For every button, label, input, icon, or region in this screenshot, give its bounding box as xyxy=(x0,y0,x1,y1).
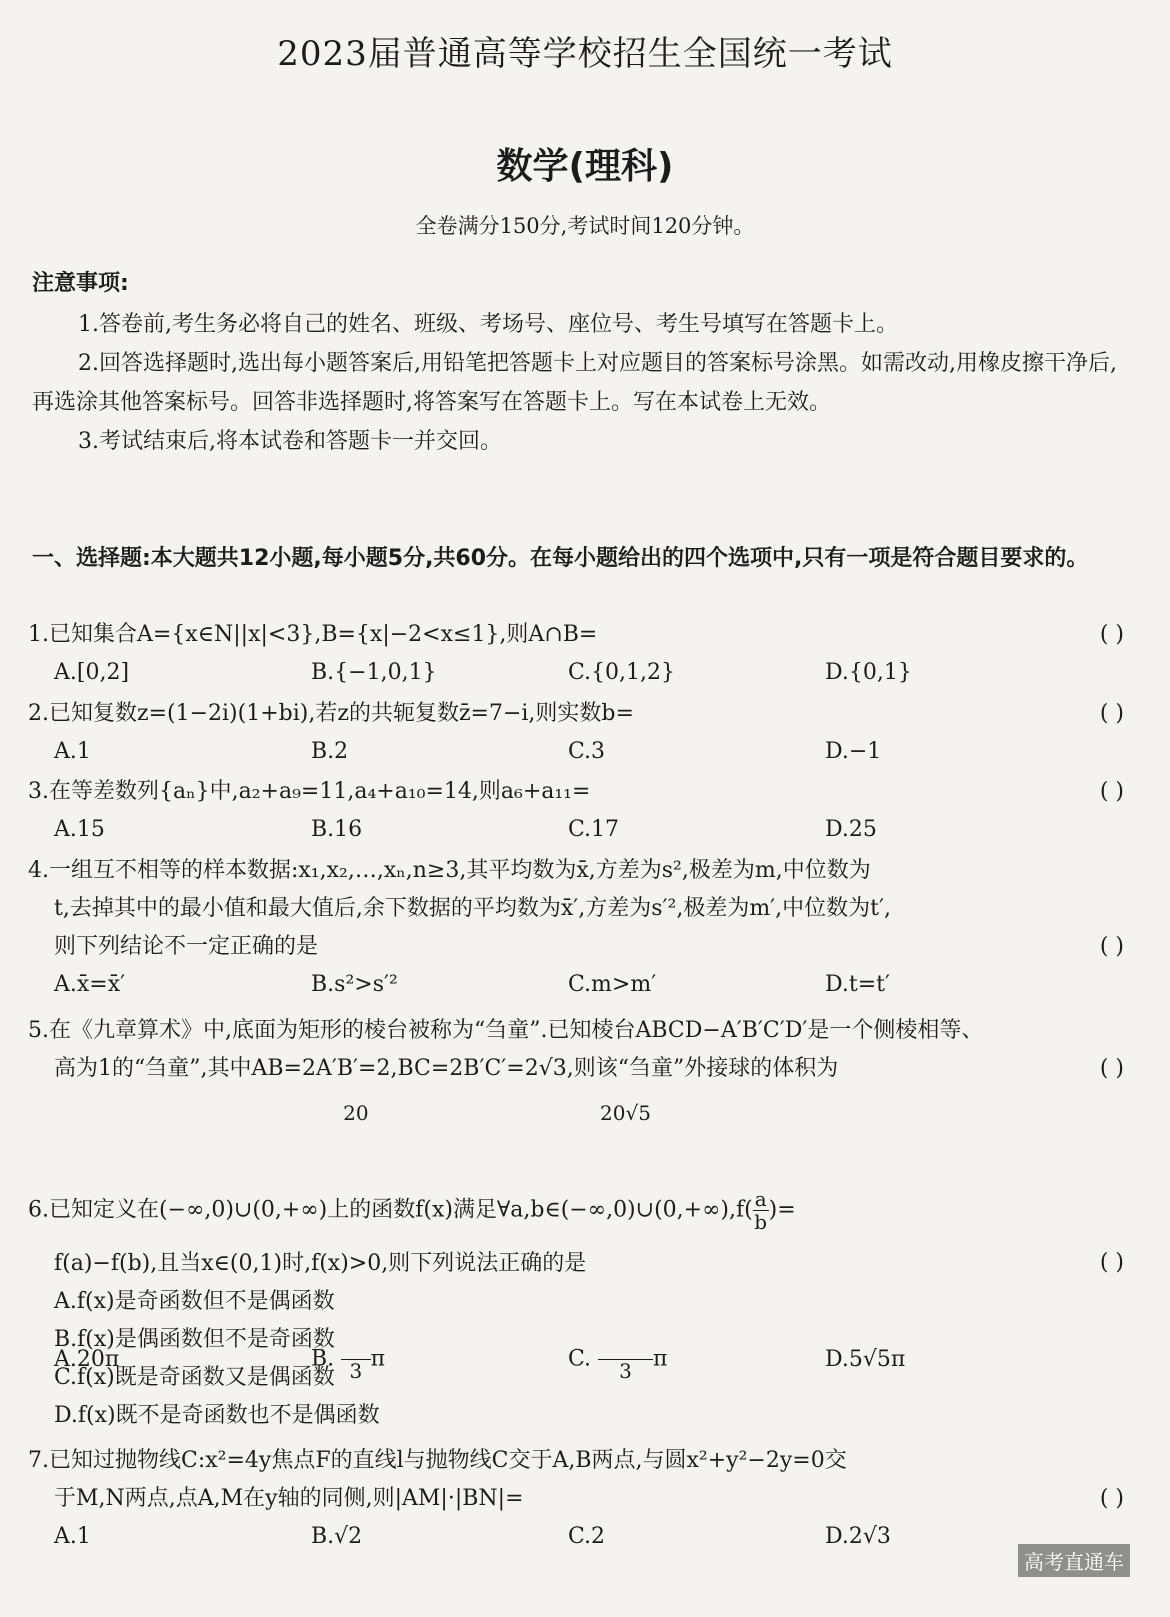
question-stem-line: 5.在《九章算术》中,底面为矩形的棱台被称为“刍童”.已知棱台ABCD−A′B′C′D′是一个侧棱相等、 xyxy=(28,1018,984,1043)
option-a: A.1 xyxy=(54,1524,91,1549)
fraction-numerator: a xyxy=(754,1187,767,1211)
option-c: C.17 xyxy=(568,817,620,842)
option-a: A.1 xyxy=(54,739,91,764)
question-stem: 2.已知复数z=(1−2i)(1+bi),若z的共轭复数z̄=7−i,则实数b= xyxy=(28,701,634,726)
question-stem-line: 高为1的“刍童”,其中AB=2A′B′=2,BC=2B′C′=2√3,则该“刍童”外接球的体积为 xyxy=(54,1056,839,1081)
option-b: B.s²>s′² xyxy=(311,972,398,997)
answer-paren: ( ) xyxy=(1099,1486,1124,1511)
answer-paren: ( ) xyxy=(1099,701,1124,726)
option-d: D.f(x)既不是奇函数也不是偶函数 xyxy=(54,1403,380,1428)
notes-block xyxy=(32,305,1124,461)
section-heading: 一、选择题:本大题共12小题,每小题5分,共60分。在每小题给出的四个选项中,只有一项是符合题目要求的。 xyxy=(32,546,1089,571)
option-a: A.f(x)是奇函数但不是偶函数 xyxy=(54,1289,335,1314)
score-info: 全卷满分150分,考试时间120分钟。 xyxy=(415,214,755,238)
option-d: D.t=t′ xyxy=(825,972,890,997)
question-stem-line: 7.已知过抛物线C:x²=4y焦点F的直线l与抛物线C交于A,B两点,与圆x²+y²−2y=0交 xyxy=(28,1448,847,1473)
fraction-denominator: 3 xyxy=(619,1359,632,1383)
option-d: D.25 xyxy=(825,817,877,842)
stem-text: 6.已知定义在(−∞,0)∪(0,+∞)上的函数f(x)满足∀a,b∈(−∞,0)∪(0,+∞),f( xyxy=(28,1197,753,1223)
question-3 xyxy=(28,773,1124,849)
question-stem-line xyxy=(28,1188,1124,1233)
exam-subtitle: 数学(理科) xyxy=(496,146,674,187)
option-label: B. xyxy=(311,1346,335,1372)
fraction-numerator: 20 xyxy=(341,1102,370,1360)
options-row xyxy=(28,966,1124,1004)
option-b: B.f(x)是偶函数但不是奇函数 xyxy=(54,1327,335,1352)
options-row xyxy=(28,733,1124,771)
option-a: A.15 xyxy=(54,817,105,842)
question-1 xyxy=(28,616,1124,692)
option-d: D.−1 xyxy=(825,739,882,764)
question-stem: 3.在等差数列{aₙ}中,a₂+a₉=11,a₄+a₁₀=14,则a₆+a₁₁= xyxy=(28,779,591,804)
stem-text: )= xyxy=(768,1197,796,1223)
options-row xyxy=(28,811,1124,849)
answer-paren: ( ) xyxy=(1099,934,1124,959)
options-row xyxy=(28,654,1124,692)
question-stem-line: 4.一组互不相等的样本数据:x₁,x₂,…,xₙ,n≥3,其平均数为x̄,方差为s²,极差为m,中位数为 xyxy=(28,858,871,883)
question-stem-line: f(a)−f(b),且当x∈(0,1)时,f(x)>0,则下列说法正确的是 xyxy=(54,1251,587,1276)
pi-symbol: π xyxy=(652,1346,668,1372)
question-6 xyxy=(28,1188,1124,1435)
question-2 xyxy=(28,695,1124,771)
question-stem-line: 于M,N两点,点A,M在y轴的同侧,则|AM|·|BN|= xyxy=(54,1486,524,1511)
note-item: 3.考试结束后,将本试卷和答题卡一并交回。 xyxy=(78,429,502,454)
answer-paren: ( ) xyxy=(1099,622,1124,647)
exam-title: 2023届普通高等学校招生全国统一考试 xyxy=(277,34,893,74)
option-d: D.2√3 xyxy=(825,1524,891,1549)
option-b: B.√2 xyxy=(311,1524,363,1549)
note-item: 1.答卷前,考生务必将自己的姓名、班级、考场号、座位号、考生号填写在答题卡上。 xyxy=(78,312,898,337)
option-c: C.m>m′ xyxy=(568,972,657,997)
option-c: C.2 xyxy=(568,1524,606,1549)
option-c: C.f(x)既是奇函数又是偶函数 xyxy=(54,1365,335,1390)
option-b: B.{−1,0,1} xyxy=(311,660,437,685)
fraction-numerator: 20√5 xyxy=(598,1102,653,1360)
options-row xyxy=(28,1518,1124,1556)
option-b: B.2 xyxy=(311,739,349,764)
option-c: C.{0,1,2} xyxy=(568,660,676,685)
option-a: A.20π xyxy=(54,1346,120,1372)
question-stem: 1.已知集合A={x∈N||x|<3},B={x|−2<x≤1},则A∩B= xyxy=(28,622,598,647)
answer-paren: ( ) xyxy=(1099,1250,1124,1275)
option-a: A.[0,2] xyxy=(54,660,130,685)
answer-paren: ( ) xyxy=(1099,779,1124,804)
question-4 xyxy=(28,852,1124,1004)
option-a: A.x̄=x̄′ xyxy=(54,972,126,997)
question-stem-line: t,去掉其中的最小值和最大值后,余下数据的平均数为x̄′,方差为s′²,极差为m′,中位数为t′, xyxy=(54,896,892,921)
fraction-denominator: b xyxy=(754,1210,768,1234)
notes-heading: 注意事项: xyxy=(32,271,129,296)
watermark: 高考直通车 xyxy=(1018,1544,1130,1577)
option-d: D.{0,1} xyxy=(825,660,912,685)
fraction xyxy=(753,1188,769,1233)
option-label: C. xyxy=(568,1346,592,1372)
question-7 xyxy=(28,1442,1124,1556)
note-item: 2.回答选择题时,选出每小题答案后,用铅笔把答题卡上对应题目的答案标号涂黑。如需改动,用橡皮擦干净后,再选涂其他答案标号。回答非选择题时,将答案写在答题卡上。写在本试卷上无效。 xyxy=(32,351,1117,415)
pi-symbol: π xyxy=(370,1346,386,1372)
option-b: B.16 xyxy=(311,817,363,842)
question-stem-line: 则下列结论不一定正确的是 xyxy=(54,934,319,959)
options-column xyxy=(28,1283,1124,1435)
fraction-denominator: 3 xyxy=(349,1359,363,1383)
answer-paren: ( ) xyxy=(1099,1056,1124,1081)
option-d: D.5√5π xyxy=(825,1346,906,1372)
option-c: C.3 xyxy=(568,739,606,764)
